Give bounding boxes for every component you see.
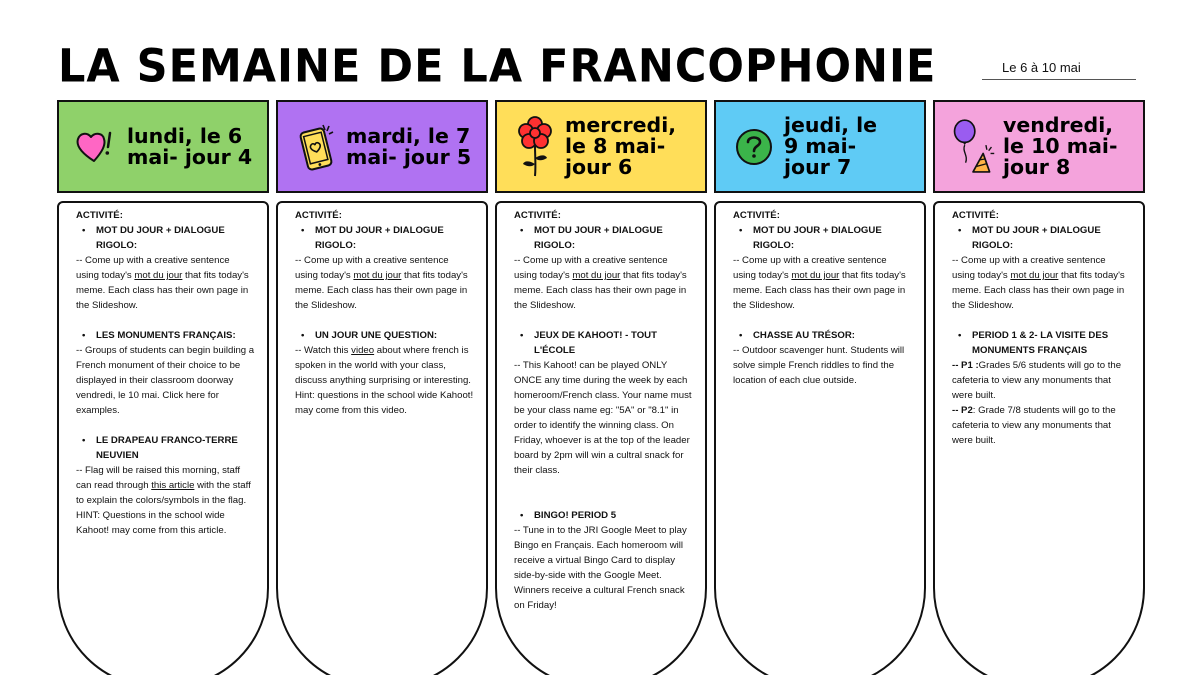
section-title: • LE DRAPEAU FRANCO-TERRE NEUVIEN (82, 435, 238, 461)
day-column-tuesday (276, 100, 488, 416)
day-column-friday (933, 100, 1145, 446)
day-content-monday (57, 201, 269, 675)
day-title: jeudi, le 9 mai- jour 7 (784, 113, 878, 179)
section-title: • MOT DU JOUR + DIALOGUE RIGOLO: (958, 225, 1101, 251)
activity-label: ACTIVITÉ: (952, 210, 999, 221)
section-text: -- Come up with a creative sentence using today's mot du jour that fits today's meme. Each class has their own page in the Slideshow. (76, 255, 249, 311)
section-text: -- Outdoor scavenger hunt. Students will solve simple French riddles to find the location of each clue outside. (733, 345, 905, 386)
day-title: mercredi, le 8 mai- jour 6 (565, 113, 677, 179)
day-content-friday (933, 201, 1145, 675)
section-text: -- P1 :Grades 5/6 students will go to the cafeteria to view any monuments that were built. (952, 360, 1122, 401)
party-icon (949, 116, 997, 178)
section-text: -- Flag will be raised this morning, staff can read through this article with the staff to explain the colors/symbols in the flag. HINT: Questions in the school wide Kahoot! may come from this article. (76, 465, 251, 536)
date-range: Le 6 à 10 mai (982, 60, 1136, 80)
activity-label: ACTIVITÉ: (76, 210, 123, 221)
section-title: • LES MONUMENTS FRANÇAIS: (82, 330, 236, 341)
section-title: • BINGO! PERIOD 5 (520, 510, 617, 521)
section-text: -- Tune in to the JRI Google Meet to play Bingo en Français. Each homeroom will receive a virtual Bingo Card to display side-by-side with the Google Meet. Winners receive a cultural French snack on Friday! (514, 525, 687, 611)
section-title: • UN JOUR UNE QUESTION: (301, 330, 438, 341)
phone-icon (292, 122, 340, 172)
day-title: vendredi, le 10 mai- jour 8 (1003, 113, 1118, 179)
page-title: LA SEMAINE DE LA FRANCOPHONIE (58, 40, 937, 93)
flower-icon (511, 116, 559, 178)
activity-label: ACTIVITÉ: (514, 210, 561, 221)
day-title: mardi, le 7 mai- jour 5 (346, 123, 472, 169)
day-column-monday (57, 100, 269, 536)
day-content-wednesday (495, 201, 707, 675)
day-header-monday (57, 100, 269, 193)
section-text: -- Come up with a creative sentence using today's mot du jour that fits today's meme. Each class has their own page in the Slideshow. (295, 255, 468, 311)
day-column-wednesday (495, 100, 707, 611)
day-title: lundi, le 6 mai- jour 4 (127, 123, 253, 169)
mot-du-jour-link[interactable]: mot du jour (791, 270, 840, 281)
section-text: -- Come up with a creative sentence using today's mot du jour that fits today's meme. Each class has their own page in the Slideshow. (514, 255, 687, 311)
question-icon (730, 126, 778, 168)
day-content-tuesday (276, 201, 488, 675)
section-title: • CHASSE AU TRÉSOR: (739, 330, 855, 341)
section-title: • MOT DU JOUR + DIALOGUE RIGOLO: (739, 225, 882, 251)
section-text: -- Come up with a creative sentence using today's mot du jour that fits today's meme. Each class has their own page in the Slideshow. (952, 255, 1125, 311)
day-header-tuesday (276, 100, 488, 193)
article-link[interactable]: this article (151, 480, 195, 491)
day-header-friday (933, 100, 1145, 193)
section-title: • JEUX DE KAHOOT! - TOUT L'ÉCOLE (520, 330, 657, 356)
activity-label: ACTIVITÉ: (733, 210, 780, 221)
section-text: -- P2: Grade 7/8 students will go to the cafeteria to view any monuments that were built. (952, 405, 1116, 446)
mot-du-jour-link[interactable]: mot du jour (353, 270, 402, 281)
section-title: • PERIOD 1 & 2- LA VISITE DES MONUMENTS FRANÇAIS (958, 330, 1109, 356)
mot-du-jour-link[interactable]: mot du jour (134, 270, 183, 281)
section-text: -- Watch this video about where french is spoken in the world with your class, discuss anything surprising or interesting. Hint: questions in the school wide Kahoot! may come from this video. (295, 345, 474, 416)
section-title: • MOT DU JOUR + DIALOGUE RIGOLO: (301, 225, 444, 251)
day-content-thursday (714, 201, 926, 675)
day-column-thursday (714, 100, 926, 386)
section-title: • MOT DU JOUR + DIALOGUE RIGOLO: (82, 225, 225, 251)
mot-du-jour-link[interactable]: mot du jour (572, 270, 621, 281)
video-link[interactable]: video (351, 345, 375, 356)
day-header-thursday (714, 100, 926, 193)
section-title: • MOT DU JOUR + DIALOGUE RIGOLO: (520, 225, 663, 251)
section-text: -- Come up with a creative sentence using today's mot du jour that fits today's meme. Each class has their own page in the Slideshow. (733, 255, 906, 311)
mot-du-jour-link[interactable]: mot du jour (1010, 270, 1059, 281)
heart-icon (73, 127, 121, 167)
activity-label: ACTIVITÉ: (295, 210, 342, 221)
section-text: -- Groups of students can begin building a French monument of their choice to be displayed in their classroom doorway vendredi, le 10 mai. Click here for examples. (76, 345, 255, 416)
section-text: -- This Kahoot! can be played ONLY ONCE any time during the week by each homeroom/French class. Your name must be your class name eg: "5A" or "8.1" in order to identify the winning class. On Friday, whoever is at the top of the leader board by 2pm will win a cultral snack for their class. (514, 360, 692, 476)
day-header-wednesday (495, 100, 707, 193)
